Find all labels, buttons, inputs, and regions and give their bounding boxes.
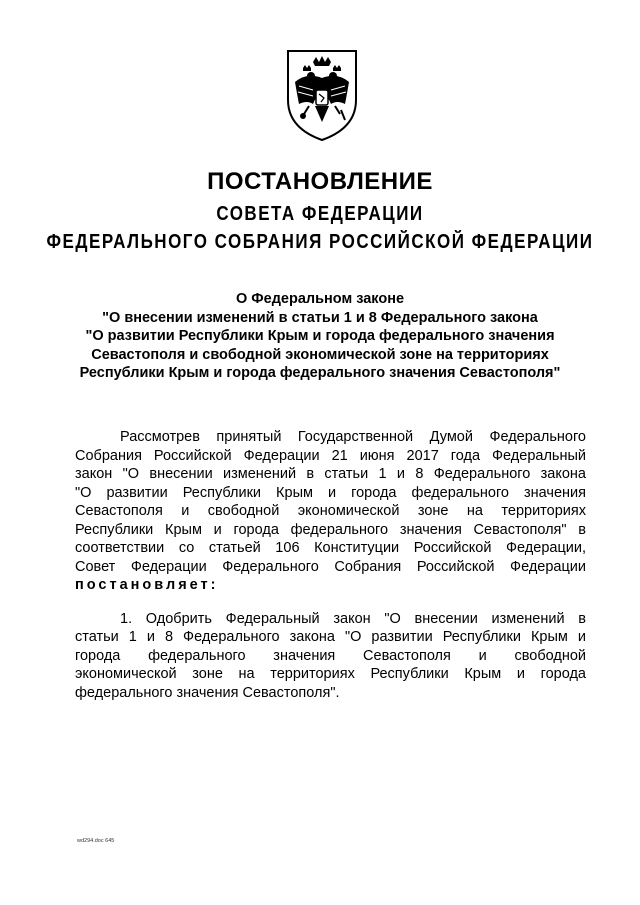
russian-coat-of-arms-icon [285,48,359,143]
body-line: экономической зоне на территориях Республики Крым и города [75,666,586,682]
body-line: 1. Одобрить Федеральный закон "О внесении изменений в [120,610,586,627]
subject-line: "О внесении изменений в статьи 1 и 8 Федерального закона [102,309,538,326]
body-line: города федерального значения Севастополя и свободной [75,647,586,664]
body-line: "О развитии Республики Крым и города федерального значения [75,484,586,501]
body-line: закон "О внесении изменений в статьи 1 и 8 Федерального закона [75,466,586,482]
subject-line: "О развитии Республики Крым и города федерального значения [85,328,555,344]
subject-line: Севастополя и свободной экономической зоне на территориях [91,346,549,363]
body-line: федерального значения Севастополя". [75,684,340,701]
issuer-line-1: СОВЕТА ФЕДЕРАЦИИ [216,202,424,225]
document-title: ПОСТАНОВЛЕНИЕ [207,168,433,195]
file-reference: wd294.doc 645 [77,838,115,844]
body-line: Севастополя и свободной экономической зоне на территориях [75,503,586,519]
issuer-line-2: ФЕДЕРАЛЬНОГО СОБРАНИЯ РОССИЙСКОЙ ФЕДЕРАЦИИ [46,230,594,253]
body-line: Республики Крым и города федерального значения Севастополя" в [75,521,586,538]
body-line: Совет Федерации Федерального Собрания Российской Федерации [75,558,586,575]
body-line: Рассмотрев принятый Государственной Думой Федерального [120,429,586,445]
body-line: соответствии со статьей 106 Конституции Российской Федерации, [75,540,586,556]
resolves-word: постановляет: [75,577,219,593]
subject-line: Республики Крым и города федерального значения Севастополя" [79,365,561,381]
resolution-body [75,428,586,702]
body-line: статьи 1 и 8 Федерального закона "О развитии Республики Крым и [75,629,586,645]
subject-line: О Федеральном законе [235,291,405,307]
body-line: Собрания Российской Федерации 21 июня 2017 года Федеральный [75,447,586,464]
resolution-subject [40,290,600,383]
